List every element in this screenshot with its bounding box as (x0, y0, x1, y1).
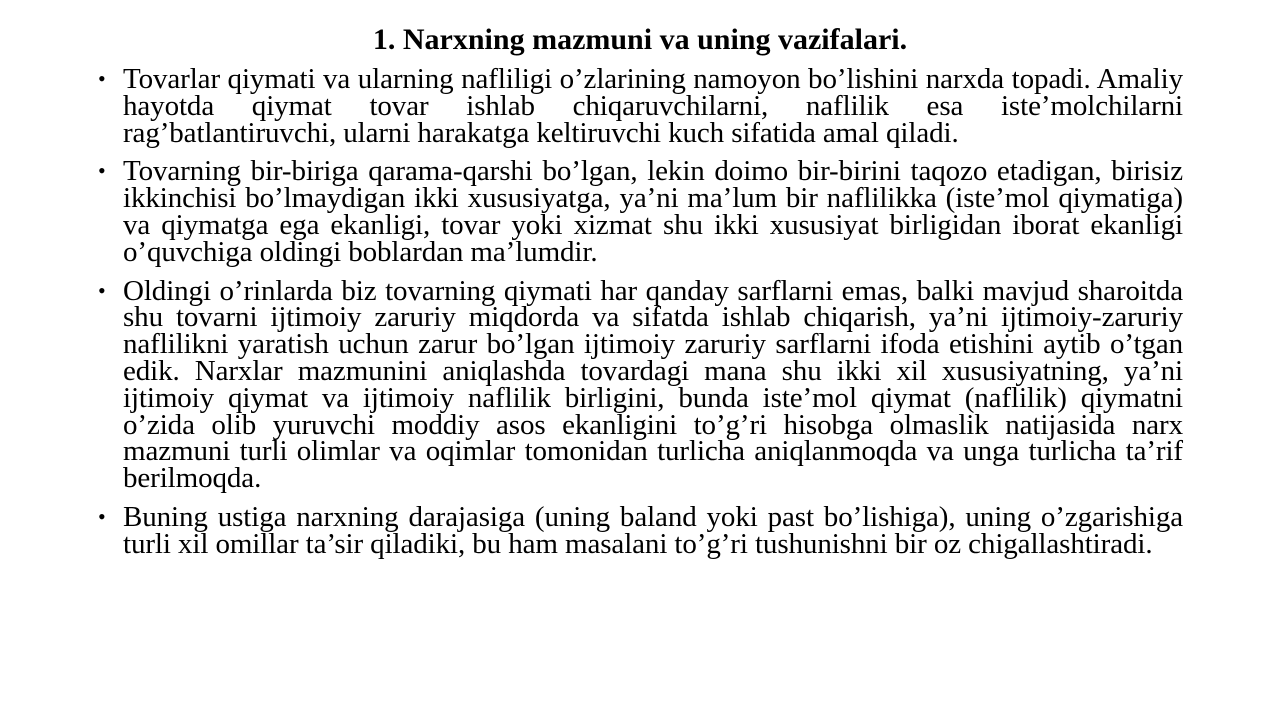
slide-title: 1. Narxning mazmuni va uning vazifalari. (372, 23, 908, 56)
bullet-marker: • (98, 158, 106, 184)
bullet-text: Buning ustiga narxning darajasiga (uning baland yoki past bo’lishiga), uning o’zgarishiga turli xil omillar ta’sir qiladiki, bu ham masalani to’g’ri tushunishni bir oz chigallashtiradi. (123, 500, 1183, 560)
bullet-item (98, 274, 1183, 495)
bullet-marker: • (98, 503, 106, 529)
bullet-text: Tovarning bir-biriga qarama-qarshi bo’lgan, lekin doimo bir-birini taqozo etadigan, birisiz ikkinchisi bo’lmaydigan ikki xususiyatga, ya’ni ma’lum bir naflilikka (iste’mol qiymatiga) va qiymatga ega ekanligi, tovar yoki xizmat shu ikki xususiyat birligidan iborat ekanligi o’quvchiga oldingi boblardan ma’lumdir. (123, 155, 1183, 268)
bullet-text: Oldingi o’rinlarda biz tovarning qiymati har qanday sarflarni emas, balki mavjud sharoitda shu tovarni ijtimoiy zaruriy miqdorda va sifatda ishlab chiqarish, ya’ni ijtimoiy-zaruriy naflilikni yaratish uchun zarur bo’lgan ijtimoiy zaruriy sarflarni ifoda etishini aytib o’tgan edik. Narxlar mazmunini aniqlashda tovardagi mana shu ikki xil xususiyatning, ya’ni ijtimoiy qiymat va ijtimoiy naflilik birligini, bunda iste’mol qiymat (naflilik) qiymatni o’zida olib yuruvchi moddiy asos ekanligini to’g’ri hisobga olmaslik natijasida narx mazmuni turli olimlar va oqimlar tomonidan turlicha aniqlanmoqda va unga turlicha ta’rif berilmoqda. (123, 274, 1183, 495)
bullet-text: Tovarlar qiymati va ularning nafliligi o’zlarining namoyon bo’lishini narxda topadi. Amaliy hayotda qiymat tovar ishlab chiqaruvchilarni, naflilik esa iste’molchilarni rag’batlantiruvchi, ularni harakatga keltiruvchi kuch sifatida amal qiladi. (123, 63, 1183, 149)
bullet-marker: • (98, 66, 106, 91)
bullet-item (98, 155, 1183, 268)
bullet-list (98, 63, 1183, 570)
bullet-item (98, 500, 1183, 560)
bullet-item (98, 63, 1183, 149)
bullet-marker: • (98, 277, 106, 303)
